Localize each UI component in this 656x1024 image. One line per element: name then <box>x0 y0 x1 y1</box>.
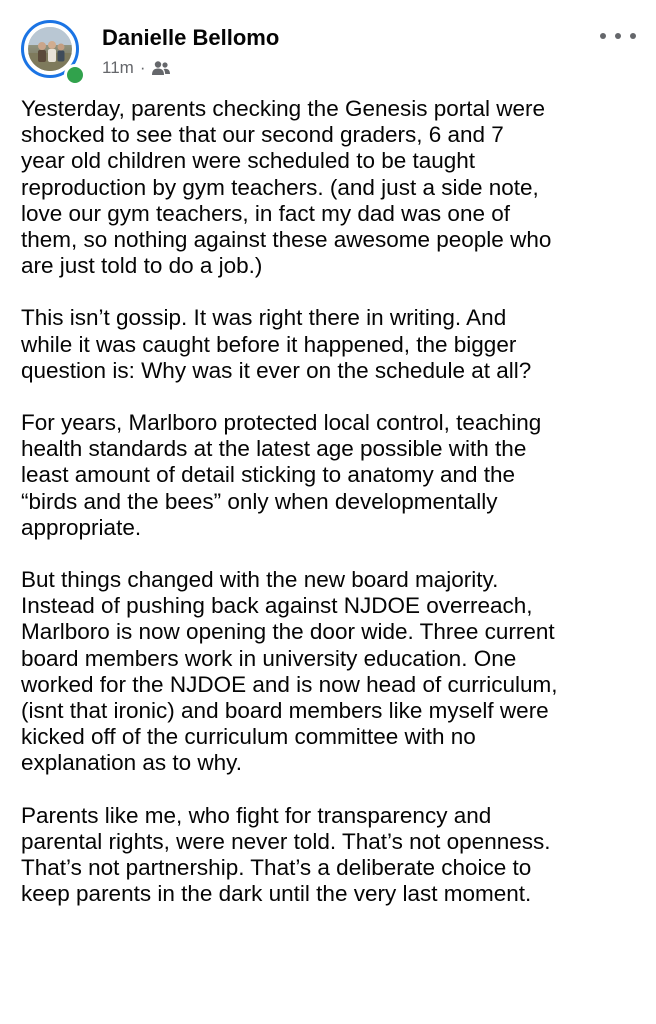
post-text-line: health standards at the latest age possible with the <box>21 436 527 462</box>
author-name[interactable]: Danielle Bellomo <box>102 25 280 50</box>
post-text-line: reproduction by gym teachers. (and just a side note, <box>21 174 539 200</box>
post-text-line: love our gym teachers, in fact my dad was one of <box>21 200 510 226</box>
meta-separator: · <box>139 58 146 77</box>
post-text-line: parental rights, were never told. That’s not openness. <box>21 828 551 854</box>
more-horizontal-icon <box>600 33 606 39</box>
post-text-line: are just told to do a job.) <box>21 253 263 279</box>
post-paragraph-4 <box>21 567 646 777</box>
post-timestamp[interactable]: 11m <box>102 58 134 77</box>
friends-icon[interactable] <box>151 60 171 76</box>
post-text-line: For years, Marlboro protected local control, teaching <box>21 410 542 436</box>
post-paragraph-3 <box>21 410 646 541</box>
post-paragraph-1 <box>21 96 646 279</box>
post-text-line: Parents like me, who fight for transparency and <box>21 802 492 828</box>
post-header <box>0 0 656 90</box>
avatar-photo <box>28 27 72 71</box>
post-text-line: Yesterday, parents checking the Genesis portal were <box>21 96 546 121</box>
post-text-line: Instead of pushing back against NJDOE overreach, <box>21 593 533 619</box>
post-paragraph-2 <box>21 305 646 384</box>
post-text-line: them, so nothing against these awesome people who <box>21 227 552 253</box>
post-text-line: kicked off of the curriculum committee with no <box>21 724 476 750</box>
post-text-line: That’s not partnership. That’s a deliberate choice to <box>21 855 532 881</box>
post-text-line: Marlboro is now opening the door wide. Three current <box>21 619 555 645</box>
more-options-button[interactable] <box>600 25 636 47</box>
post-text <box>21 96 646 933</box>
post-paragraph-5 <box>21 803 646 908</box>
post-text-line: (isnt that ironic) and board members like myself were <box>21 698 549 724</box>
post-text-line: board members work in university education. One <box>21 645 517 671</box>
post-text-line: year old children were scheduled to be taught <box>21 148 476 174</box>
post-text-line: explanation as to why. <box>21 750 242 776</box>
post-text-line: worked for the NJDOE and is now head of curriculum, <box>21 671 558 697</box>
post-text-line: least amount of detail sticking to anatomy and the <box>21 462 516 488</box>
post-text-line: keep parents in the dark until the very last moment. <box>21 881 532 907</box>
online-status-indicator <box>64 64 86 86</box>
post-text-line: “birds and the bees” only when developmentally <box>21 488 498 514</box>
post-text-line: This isn’t gossip. It was right there in writing. And <box>21 305 507 331</box>
post-text-line: while it was caught before it happened, the bigger <box>21 331 517 357</box>
post-meta <box>102 58 171 78</box>
post-text-line: But things changed with the new board majority. <box>21 567 499 593</box>
post-text-line: appropriate. <box>21 514 142 540</box>
post-text-line: question is: Why was it ever on the schedule at all? <box>21 357 532 383</box>
post-text-line: shocked to see that our second graders, 6 and 7 <box>21 122 504 148</box>
